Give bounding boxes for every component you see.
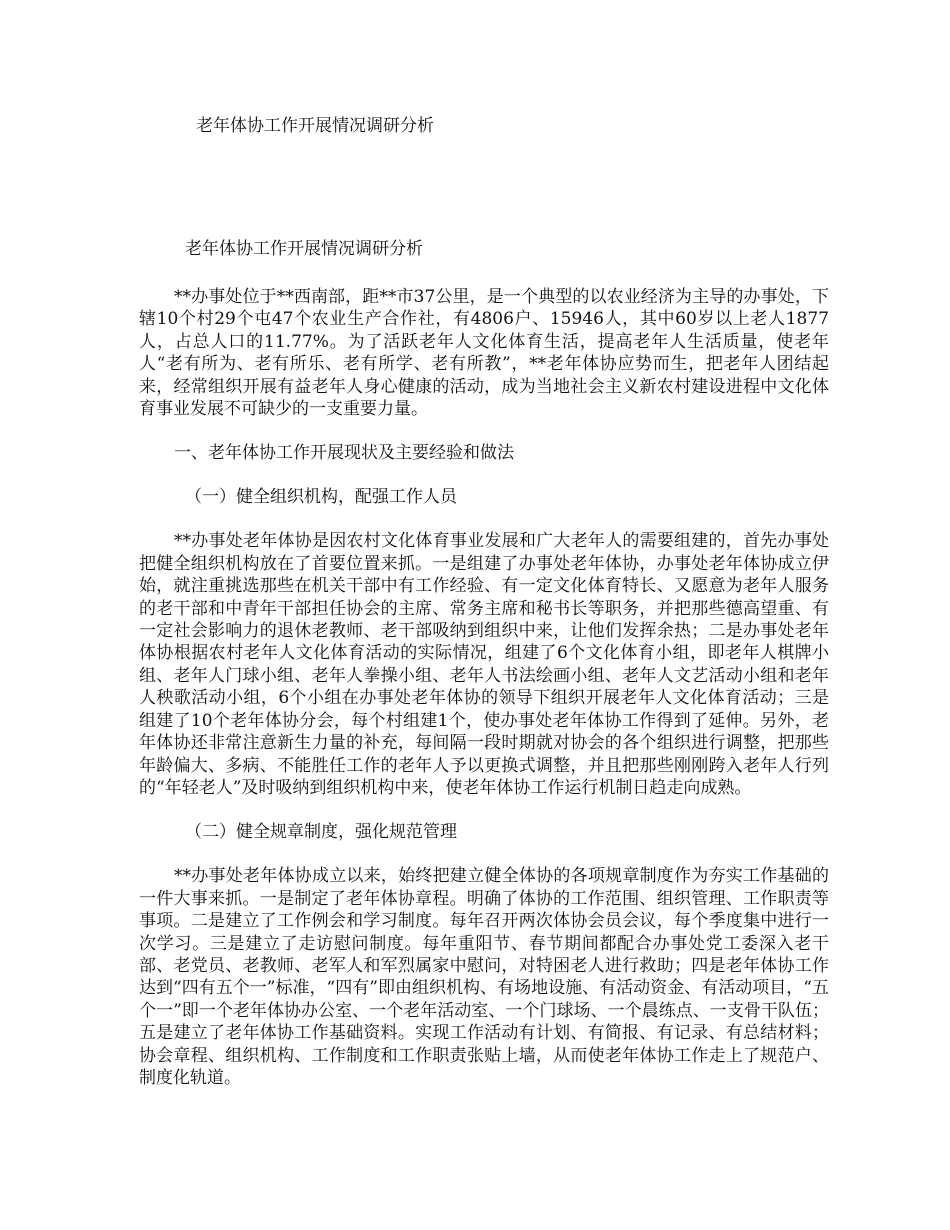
section-heading-1: 一、老年体协工作开展现状及主要经验和做法 [174,443,514,464]
document-subtitle: 老年体协工作开展情况调研分析 [185,239,423,259]
intro-paragraph: **办事处位于**西南部，距**市37公里，是一个典型的以农业经济为主导的办事处，下辖10个村29个屯47个农业生产合作社，有4806户、15946人，其中60岁以上老人1877人，占总人口的11.77%。为了活跃老年人文化体育生活，提高老年人生活质量，使老年人“老有所为、老有所乐、老有所学、老有所教”，**老年体协应势而生，把老年人团结起来，经常组织开展有益老年人身心健康的活动，成为当地社会主义新农村建设进程中文化体育事业发展不可缺少的一支重要力量。 [139,287,829,420]
subsection-heading-2: （二）健全规章制度，强化规范管理 [185,822,457,843]
subsection-paragraph-1: **办事处老年体协是因农村文化体育事业发展和广大老年人的需要组建的，首先办事处把健全组织机构放在了首要位置来抓。一是组建了办事处老年体协，办事处老年体协成立伊始，就注重挑选那些在机关干部中有工作经验、有一定文化体育特长、又愿意为老年人服务的老干部和中青年干部担任协会的主席、常务主席和秘书长等职务，并把那些德高望重、有一定社会影响力的退休老教师、老干部吸纳到组织中来，让他们发挥余热；二是办事处老年体协根据农村老年人文化体育活动的实际情况，组建了6个文化体育小组，即老年人棋牌小组、老年人门球小组、老年人拳操小组、老年人书法绘画小组、老年人文艺活动小组和老年人秧歌活动小组，6个小组在办事处老年体协的领导下组织开展老年人文化体育活动；三是组建了10个老年体协分会，每个村组建1个，使办事处老年体协工作得到了延伸。另外，老年体协还非常注意新生力量的补充，每间隔一段时期就对协会的各个组织进行调整，把那些年龄偏大、多病、不能胜任工作的老年人予以更换式调整，并且把那些刚刚跨入老年人行列的“年轻老人”及时吸纳到组织机构中来，使老年体协工作运行机制日趋走向成熟。 [139,531,829,798]
document-title: 老年体协工作开展情况调研分析 [196,116,434,136]
subsection-paragraph-2: **办事处老年体协成立以来，始终把建立健全体协的各项规章制度作为夯实工作基础的一件大事来抓。一是制定了老年体协章程。明确了体协的工作范围、组织管理、工作职责等事项。二是建立了工作例会和学习制度。每年召开两次体协会员会议，每个季度集中进行一次学习。三是建立了走访慰问制度。每年重阳节、春节期间都配合办事处党工委深入老干部、老党员、老教师、老军人和军烈属家中慰问，对特困老人进行救助；四是老年体协工作达到“四有五个一”标准，“四有”即由组织机构、有场地设施、有活动资金、有活动项目，“五个一”即一个老年体协办公室、一个老年活动室、一个门球场、一个晨练点、一支骨干队伍；五是建立了老年体协工作基础资料。实现工作活动有计划、有简报、有记录、有总结材料；协会章程、组织机构、工作制度和工作职责张贴上墙，从而使老年体协工作走上了规范户、制度化轨道。 [139,866,829,1088]
document-body [139,238,829,1111]
subsection-heading-1: （一）健全组织机构，配强工作人员 [185,487,457,508]
